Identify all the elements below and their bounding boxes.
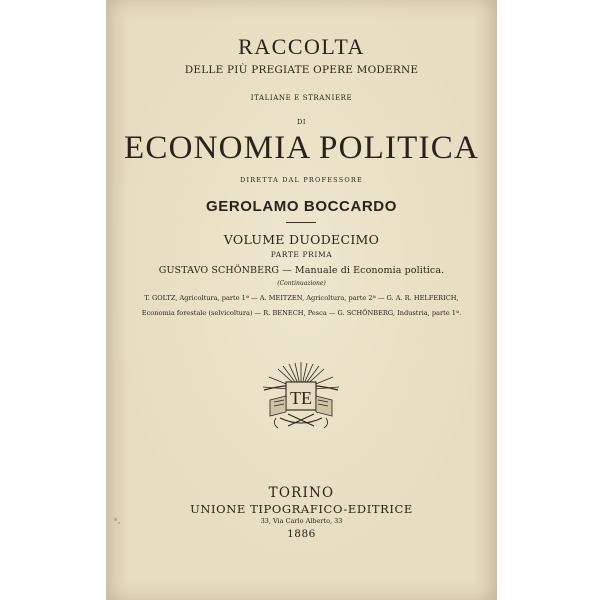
publication-year: 1886 [287,528,316,540]
foxing-spot [114,518,117,521]
city: TORINO [268,485,335,501]
title-page [106,0,497,600]
foxing-spot [118,522,120,524]
volume-part: PARTE PRIMA [270,250,333,259]
main-title: ECONOMIA POLITICA [124,130,479,166]
svg-text:TE: TE [290,388,312,408]
publisher-emblem-icon [256,360,346,434]
contents-line-2: Economia forestale (selvicoltura) — R. BENECH, Pesca — G. SCHÖNBERG, Industria, parte 1ª. [141,309,462,317]
director-name: GEROLAMO BOCCARDO [205,198,398,215]
connector-word: DI [297,118,306,126]
series-origin: ITALIANE E STRANIERE [250,94,353,102]
publisher-address: 33, Via Carlo Alberto, 33 [260,517,343,525]
first-work: GUSTAVO SCHÖNBERG — Manuale di Economia politica. [158,265,445,276]
director-label: DIRETTA DAL PROFESSORE [240,176,363,184]
publisher-name: UNIONE TIPOGRAFICO-EDITRICE [190,502,413,516]
divider-rule [286,222,316,223]
volume-number: VOLUME DUODECIMO [223,232,380,247]
continuation-note: (Continuazione) [277,280,326,287]
series-subtitle: DELLE PIÙ PREGIATE OPERE MODERNE [184,64,419,76]
contents-line-1: T. GOLTZ, Agricoltura, parte 1ª — A. MEITZEN, Agricoltura, parte 2ª — G. A. R. HELFERICH, [144,294,459,302]
series-title: RACCOLTA [238,34,365,59]
